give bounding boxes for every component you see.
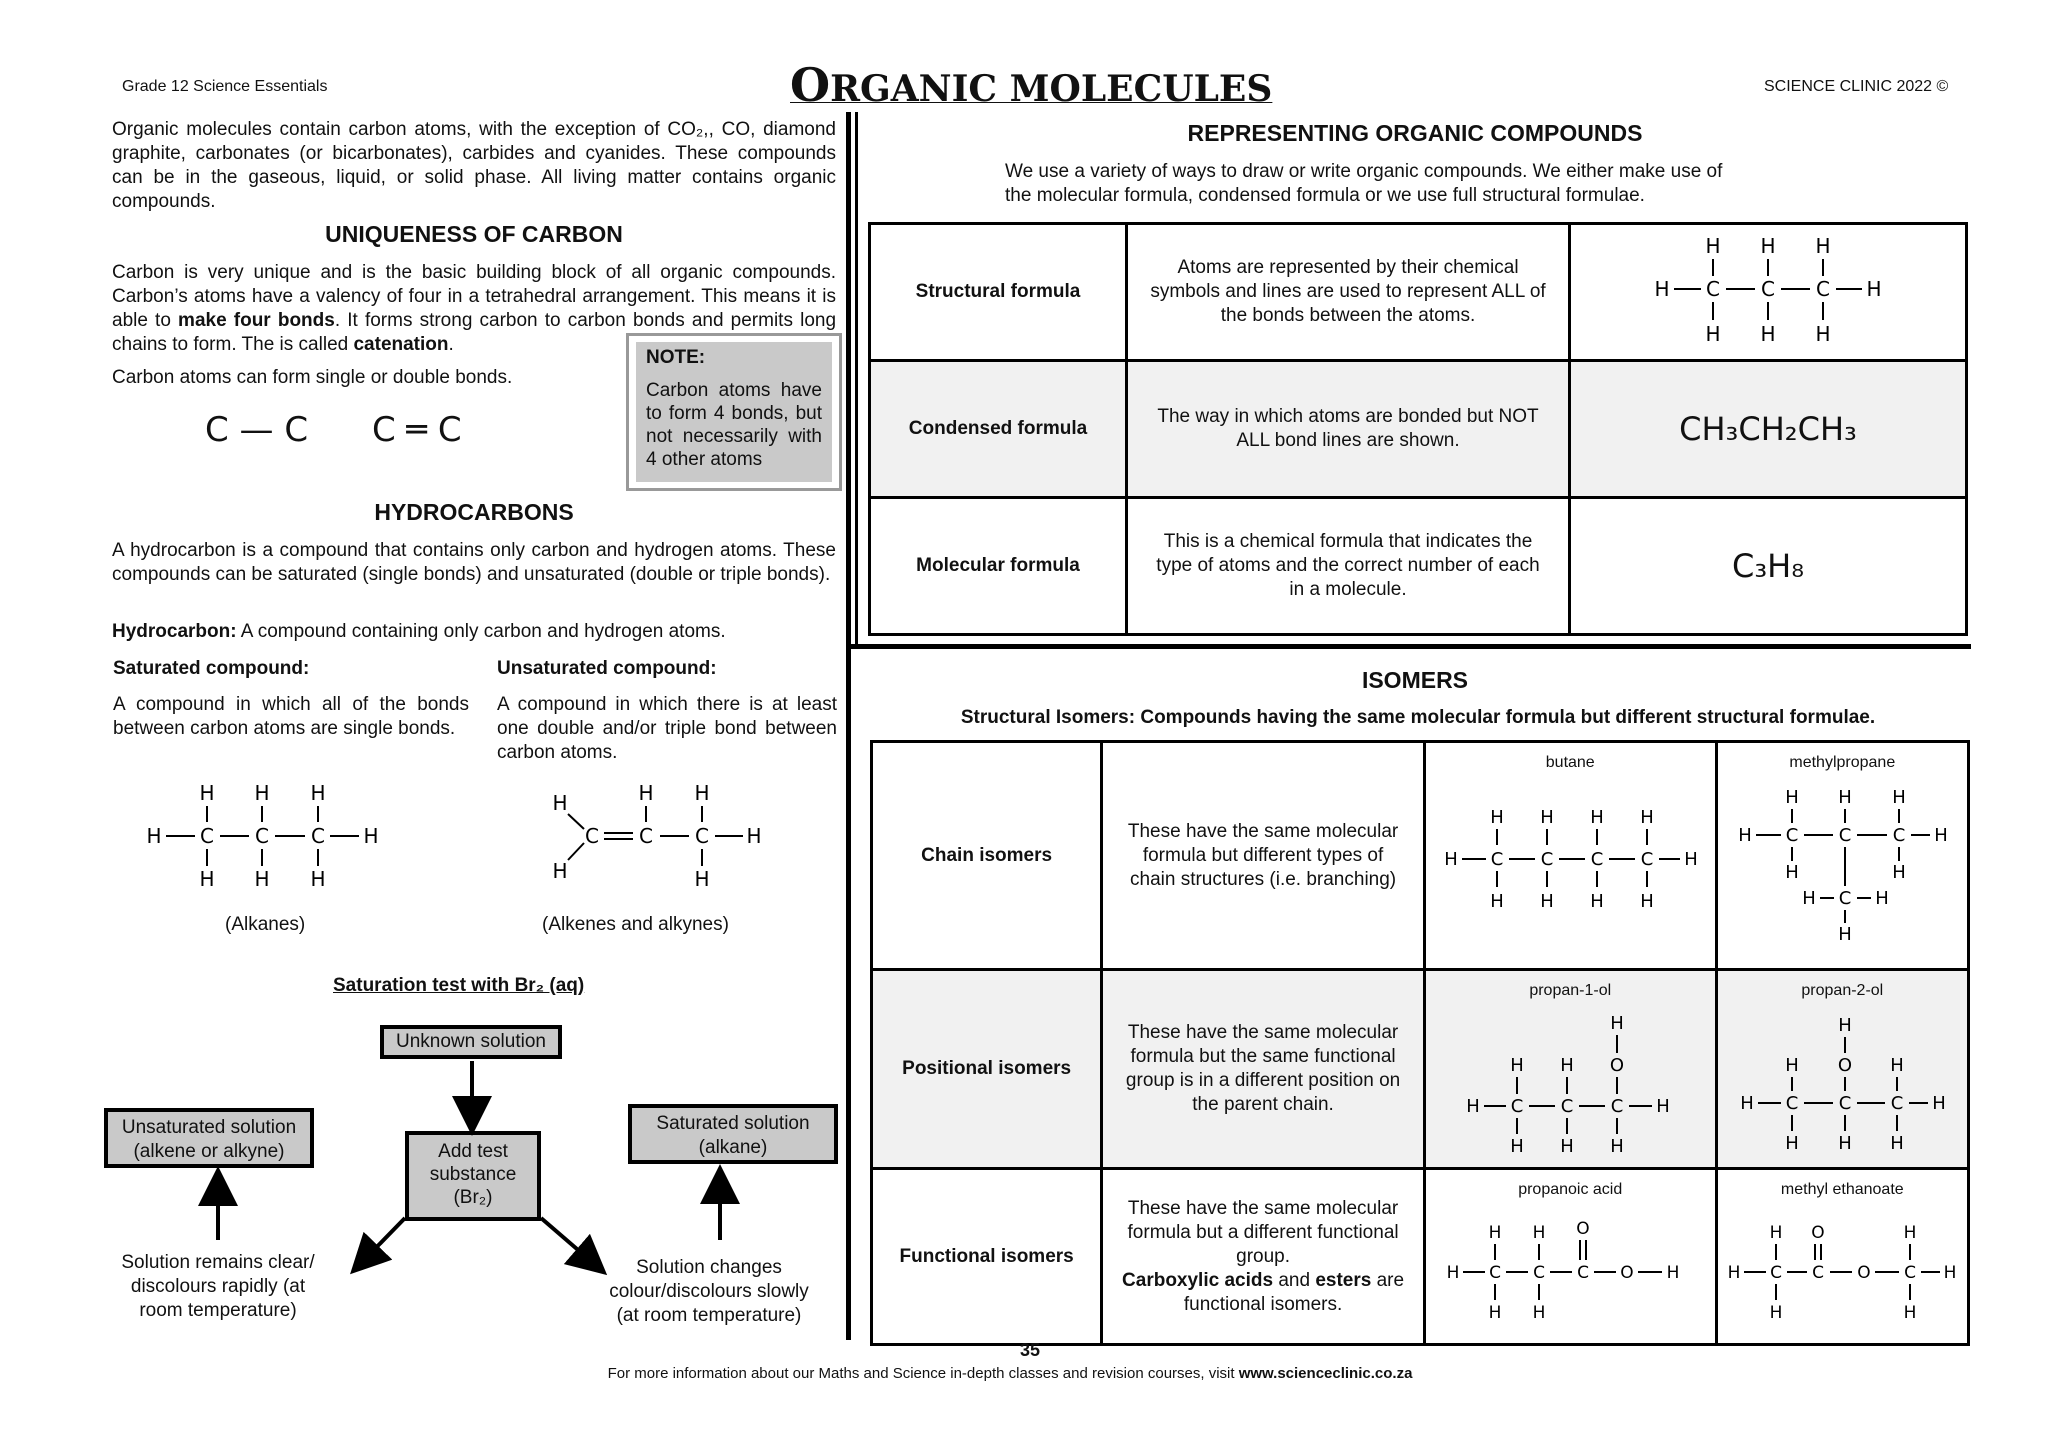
functional-desc-c: are functional isomers. — [1183, 1269, 1405, 1315]
svg-text:C: C — [1786, 1093, 1799, 1114]
svg-text:C: C — [1577, 1263, 1590, 1283]
svg-text:H: H — [1785, 787, 1800, 808]
svg-text:H: H — [1866, 277, 1882, 301]
unknown-solution-box: Unknown solution — [380, 1025, 562, 1059]
svg-text:H: H — [1488, 1223, 1502, 1243]
svg-text:H: H — [552, 859, 568, 883]
hydrocarbons-paragraph: A hydrocarbon is a compound that contains only carbon and hydrogen atoms. These compounds can be saturated (single bonds) and unsaturated (double or triple bonds). — [112, 540, 836, 585]
svg-text:C: C — [1893, 825, 1906, 846]
svg-text:H: H — [746, 824, 762, 848]
svg-text:H: H — [1540, 807, 1555, 828]
uniq-text-3: . — [448, 334, 454, 355]
svg-text:C: C — [695, 824, 709, 848]
representing-table — [868, 222, 1968, 636]
svg-text:C: C — [1510, 1096, 1524, 1117]
svg-text:C: C — [1540, 849, 1554, 870]
methyl-ethanoate-cell — [1716, 1169, 1968, 1345]
svg-text:H: H — [1838, 1015, 1853, 1036]
svg-text:H: H — [552, 791, 568, 815]
svg-text:C: C — [1706, 277, 1720, 301]
bonds-text: Carbon atoms can form single or double bonds. — [112, 367, 513, 388]
propan-2-ol-structure — [1727, 1009, 1957, 1159]
propanoic-acid-cell — [1424, 1169, 1716, 1345]
positional-row — [872, 970, 1969, 1169]
positional-label: Positional isomers — [872, 970, 1102, 1169]
unsaturated-solution-box: Unsaturated solution (alkene or alkyne) — [104, 1108, 314, 1168]
svg-text:H: H — [1666, 1263, 1680, 1283]
molecular-formula: C₃H₈ — [1570, 498, 1967, 635]
unsaturated-title: Unsaturated compound: — [497, 658, 717, 679]
functional-desc-a: These have the same molecular formula but a different functional group. — [1127, 1197, 1399, 1267]
functional-and: and — [1273, 1269, 1316, 1291]
svg-text:H: H — [199, 867, 215, 891]
svg-text:C: C — [311, 824, 325, 848]
svg-text:O: O — [1620, 1263, 1634, 1283]
svg-text:C: C — [639, 824, 653, 848]
svg-text:H: H — [694, 781, 710, 805]
svg-text:H: H — [1815, 322, 1831, 346]
clear-result-text: Solution remains clear/ discolours rapidly (at room temperature) — [121, 1252, 315, 1321]
svg-text:C: C — [1490, 849, 1504, 870]
svg-text:C: C — [255, 824, 269, 848]
svg-text:H: H — [1560, 1136, 1575, 1157]
title-rest: RGANIC MOLECULES — [830, 68, 1273, 110]
molecular-row — [870, 498, 1967, 635]
structural-desc: Atoms are represented by their chemical symbols and lines are used to represent ALL of the bonds between the atoms. — [1127, 224, 1570, 361]
double-bond: C ═ C — [372, 410, 462, 450]
condensed-row — [870, 361, 1967, 498]
svg-text:C: C — [1786, 825, 1799, 846]
uniq-bold-2: catenation — [353, 334, 449, 355]
svg-text:H: H — [1490, 891, 1505, 912]
title-initial: O — [790, 58, 831, 112]
svg-text:H: H — [1654, 277, 1670, 301]
svg-text:H: H — [1760, 322, 1776, 346]
footer-link[interactable]: www.scienceclinic.co.za — [1238, 1365, 1413, 1382]
representing-intro: We use a variety of ways to draw or write organic compounds. We either make use of the molecular formula, condensed formula or we use full structural formulae. — [1005, 161, 1723, 206]
propanoic-acid-label: propanoic acid — [1518, 1181, 1623, 1198]
svg-text:H: H — [1875, 888, 1890, 909]
svg-text:H: H — [1738, 825, 1753, 846]
svg-text:H: H — [310, 867, 326, 891]
svg-text:H: H — [1488, 1303, 1502, 1323]
svg-text:H: H — [1934, 825, 1949, 846]
svg-text:H: H — [146, 824, 162, 848]
molecular-label: Molecular formula — [870, 498, 1127, 635]
propan-2-ol-label: propan-2-ol — [1801, 982, 1884, 999]
svg-text:H: H — [1684, 849, 1699, 870]
svg-text:O: O — [1838, 1055, 1853, 1076]
single-bond: C — C — [205, 410, 309, 450]
carboxylic-acids-term: Carboxylic acids — [1122, 1269, 1274, 1291]
functional-desc — [1102, 1169, 1425, 1345]
intro-paragraph: Organic molecules contain carbon atoms, with the exception of CO₂,, CO, diamond graphite, carbonates (or bicarbonates), carbides and cyanides. These compounds can be in the gaseous, liquid, or solid phase. All living matter contains organic compounds. — [112, 119, 836, 212]
uniq-text-2: . It forms strong carbon to carbon bonds and permits long chains to form. The is called — [112, 310, 837, 355]
hydrocarbons-heading: HYDROCARBONS — [374, 499, 574, 525]
svg-text:C: C — [1640, 849, 1654, 870]
alkenes-caption: (Alkenes and alkynes) — [542, 914, 729, 935]
condensed-label: Condensed formula — [870, 361, 1127, 498]
svg-text:H: H — [1943, 1263, 1957, 1283]
uniq-bold-1: make four bonds — [178, 310, 335, 331]
svg-text:C: C — [1839, 825, 1852, 846]
structural-label: Structural formula — [870, 224, 1127, 361]
butane-cell — [1424, 742, 1716, 970]
functional-row — [872, 1169, 1969, 1345]
definition-term: Hydrocarbon: — [112, 621, 237, 642]
chain-row — [872, 742, 1969, 970]
svg-text:H: H — [1903, 1223, 1917, 1243]
definition-text: A compound containing only carbon and hydrogen atoms. — [236, 621, 726, 642]
svg-text:H: H — [1540, 891, 1555, 912]
column-divider-thin — [855, 112, 858, 647]
page-title — [790, 58, 1272, 112]
note-text: Carbon atoms have to form 4 bonds, but not necessarily with 4 other atoms — [646, 380, 822, 470]
isomers-table — [870, 740, 1970, 1346]
condensed-formula: CH₃CH₂CH₃ — [1570, 361, 1967, 498]
svg-text:H: H — [694, 867, 710, 891]
butane-label: butane — [1545, 754, 1595, 771]
svg-text:C: C — [1489, 1263, 1502, 1283]
svg-text:C: C — [1610, 1096, 1624, 1117]
methylpropane-label: methylpropane — [1789, 754, 1896, 771]
propan-1-ol-label: propan-1-ol — [1529, 982, 1612, 999]
svg-text:H: H — [1892, 787, 1907, 808]
footer-text: For more information about our Maths and Science in-depth classes and revision courses, visit — [607, 1365, 1239, 1382]
structural-example — [1570, 224, 1967, 361]
alkanes-caption: (Alkanes) — [225, 914, 306, 935]
svg-text:H: H — [1610, 1013, 1625, 1034]
svg-text:H: H — [1838, 1133, 1853, 1154]
svg-text:H: H — [1510, 1055, 1525, 1076]
svg-text:H: H — [1532, 1303, 1546, 1323]
methylpropane-cell — [1716, 742, 1968, 970]
isomers-definition: Structural Isomers: Compounds having the same molecular formula but different structural formulae. — [960, 707, 1876, 728]
svg-text:H: H — [1705, 234, 1721, 258]
svg-text:H: H — [1532, 1223, 1546, 1243]
structural-row — [870, 224, 1967, 361]
svg-text:C: C — [1816, 277, 1830, 301]
svg-text:H: H — [1890, 1055, 1905, 1076]
svg-text:H: H — [1490, 807, 1505, 828]
methyl-ethanoate-structure — [1722, 1210, 1962, 1330]
section-divider — [851, 644, 1971, 649]
condensed-desc: The way in which atoms are bonded but NOT ALL bond lines are shown. — [1127, 361, 1570, 498]
saturated-solution-box: Saturated solution (alkane) — [628, 1104, 838, 1164]
svg-text:H: H — [1640, 807, 1655, 828]
uniq-text-1: Carbon is very unique and is the basic building block of all organic compounds. Carbon’s atoms have a valency of four in a tetrahedral arrangement. This means it is able to — [112, 262, 836, 331]
svg-text:H: H — [1769, 1223, 1783, 1243]
representing-heading: REPRESENTING ORGANIC COMPOUNDS — [1187, 120, 1643, 146]
svg-text:H: H — [1590, 891, 1605, 912]
svg-text:O: O — [1857, 1263, 1871, 1283]
molecular-desc: This is a chemical formula that indicates the type of atoms and the correct number of each in a molecule. — [1127, 498, 1570, 635]
uniqueness-heading: UNIQUENESS OF CARBON — [325, 221, 623, 247]
propan-1-ol-cell — [1424, 970, 1716, 1169]
flowchart-arrows — [0, 0, 850, 1340]
svg-text:H: H — [1560, 1055, 1575, 1076]
unsaturated-text: A compound in which there is at least one double and/or triple bond between carbon atoms. — [497, 694, 837, 763]
methylpropane-structure — [1727, 777, 1957, 957]
propan-2-ol-cell — [1716, 970, 1968, 1169]
esters-term: esters — [1315, 1269, 1372, 1291]
svg-text:H: H — [254, 867, 270, 891]
add-test-box: Add test substance (Br₂) — [405, 1131, 541, 1221]
svg-text:H: H — [1760, 234, 1776, 258]
svg-text:O: O — [1811, 1223, 1825, 1243]
svg-text:H: H — [1610, 1136, 1625, 1157]
svg-text:H: H — [1838, 787, 1853, 808]
svg-text:H: H — [254, 781, 270, 805]
grade-label: Grade 12 Science Essentials — [122, 78, 328, 95]
svg-text:H: H — [363, 824, 379, 848]
page-number: 35 — [1020, 1340, 1041, 1360]
note-title: NOTE: — [646, 347, 706, 368]
copyright: SCIENCE CLINIC 2022 © — [1764, 78, 1949, 95]
svg-text:H: H — [1785, 1133, 1800, 1154]
svg-text:C: C — [200, 824, 214, 848]
svg-text:H: H — [1466, 1096, 1481, 1117]
svg-text:H: H — [199, 781, 215, 805]
svg-text:C: C — [1891, 1093, 1904, 1114]
chain-desc: These have the same molecular formula but different types of chain structures (i.e. branching) — [1102, 742, 1425, 970]
chain-label: Chain isomers — [872, 742, 1102, 970]
svg-text:H: H — [1446, 1263, 1460, 1283]
footer-info — [0, 1365, 2020, 1382]
svg-text:H: H — [1727, 1263, 1741, 1283]
svg-text:C: C — [1533, 1263, 1546, 1283]
saturation-test-heading: Saturation test with Br₂ (aq) — [333, 975, 585, 996]
slow-result-text: Solution changes colour/discolours slowly (at room temperature) — [609, 1257, 809, 1326]
svg-text:H: H — [638, 781, 654, 805]
svg-text:H: H — [1890, 1133, 1905, 1154]
svg-text:H: H — [1444, 849, 1459, 870]
svg-text:C: C — [1560, 1096, 1574, 1117]
butane-structure — [1435, 789, 1705, 939]
propane-structural-formula — [1648, 226, 1888, 351]
svg-text:C: C — [1839, 1093, 1852, 1114]
svg-text:H: H — [1590, 807, 1605, 828]
svg-text:H: H — [1640, 891, 1655, 912]
svg-text:C: C — [1812, 1263, 1825, 1283]
svg-text:C: C — [1761, 277, 1775, 301]
saturated-title: Saturated compound: — [113, 658, 310, 679]
svg-text:C: C — [585, 824, 599, 848]
svg-text:O: O — [1576, 1219, 1590, 1239]
svg-text:H: H — [1802, 888, 1817, 909]
svg-text:H: H — [1785, 862, 1800, 883]
svg-text:H: H — [1903, 1303, 1917, 1323]
svg-text:H: H — [1892, 862, 1907, 883]
svg-text:H: H — [1656, 1096, 1671, 1117]
svg-text:H: H — [1815, 234, 1831, 258]
propan-1-ol-structure — [1455, 1005, 1685, 1160]
svg-text:H: H — [1785, 1055, 1800, 1076]
svg-text:C: C — [1839, 888, 1852, 909]
svg-text:C: C — [1904, 1263, 1917, 1283]
positional-desc: These have the same molecular formula but the same functional group is in a different position on the parent chain. — [1102, 970, 1425, 1169]
svg-text:O: O — [1610, 1055, 1625, 1076]
svg-text:H: H — [1769, 1303, 1783, 1323]
saturated-text: A compound in which all of the bonds between carbon atoms are single bonds. — [113, 694, 469, 739]
svg-text:H: H — [1838, 924, 1853, 945]
svg-text:H: H — [1705, 322, 1721, 346]
svg-text:H: H — [1510, 1136, 1525, 1157]
methyl-ethanoate-label: methyl ethanoate — [1780, 1181, 1904, 1198]
svg-text:H: H — [1932, 1093, 1947, 1114]
svg-text:C: C — [1590, 849, 1604, 870]
svg-text:H: H — [310, 781, 326, 805]
svg-text:C: C — [1770, 1263, 1783, 1283]
functional-label: Functional isomers — [872, 1169, 1102, 1345]
propanoic-acid-structure — [1435, 1210, 1705, 1330]
isomers-heading: ISOMERS — [1361, 667, 1469, 693]
svg-text:H: H — [1740, 1093, 1755, 1114]
